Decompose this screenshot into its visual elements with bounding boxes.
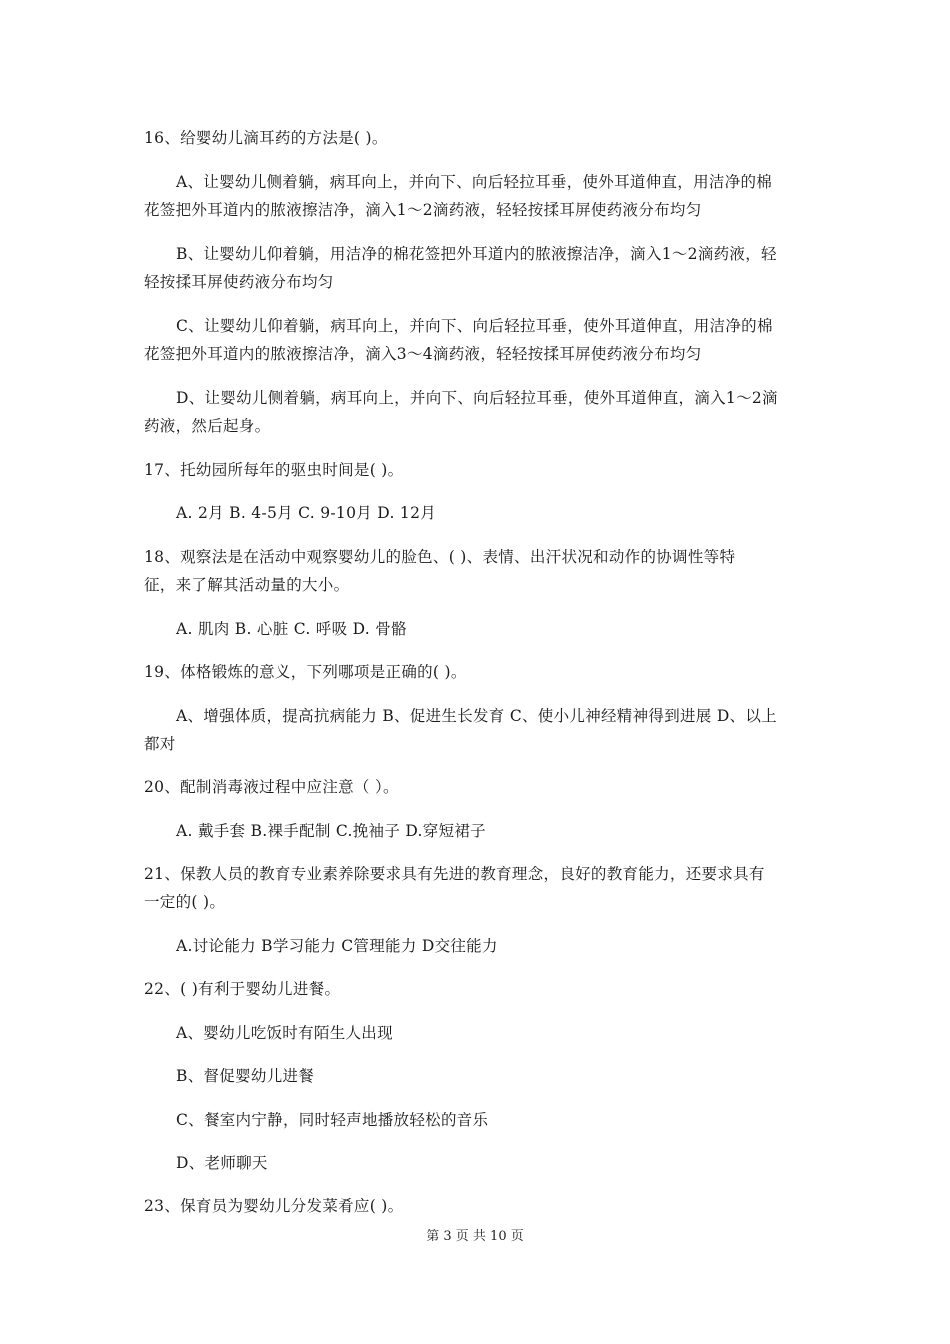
question-21-line1: 21、保教人员的教育专业素养除要求具有先进的教育理念，良好的教育能力，还要求具有: [144, 865, 765, 883]
question-22: 22、( )有利于婴幼儿进餐。: [144, 980, 341, 998]
q16-option-b-line1: B、让婴幼儿仰着躺，用洁净的棉花签把外耳道内的脓液擦洁净，滴入1～2滴药液，轻: [176, 245, 777, 263]
q16-option-d-line2: 药液，然后起身。: [144, 417, 271, 435]
q18-options: A. 肌肉 B. 心脏 C. 呼吸 D. 骨骼: [176, 620, 407, 638]
question-16: 16、给婴幼儿滴耳药的方法是( )。: [144, 129, 388, 147]
question-17: 17、托幼园所每年的驱虫时间是( )。: [144, 461, 404, 479]
q22-option-c: C、餐室内宁静，同时轻声地播放轻松的音乐: [176, 1111, 489, 1129]
question-18-line2: 征，来了解其活动量的大小。: [144, 576, 350, 594]
q16-option-a-line2: 花签把外耳道内的脓液擦洁净，滴入1～2滴药液，轻轻按揉耳屏使药液分布均匀: [144, 201, 702, 219]
q22-option-a: A、婴幼儿吃饭时有陌生人出现: [176, 1024, 393, 1042]
q16-option-a-line1: A、让婴幼儿侧着躺，病耳向上，并向下、向后轻拉耳垂，使外耳道伸直，用洁净的棉: [176, 173, 773, 191]
q19-options-line1: A、增强体质，提高抗病能力 B、促进生长发育 C、使小儿神经精神得到进展 D、以上: [176, 707, 777, 725]
question-20: 20、配制消毒液过程中应注意（ ）。: [144, 778, 399, 796]
question-23: 23、保育员为婴幼儿分发菜肴应( )。: [144, 1197, 404, 1215]
q20-options: A. 戴手套 B.裸手配制 C.挽袖子 D.穿短裙子: [176, 822, 486, 840]
q19-options-line2: 都对: [144, 735, 176, 753]
q17-options: A. 2月 B. 4-5月 C. 9-10月 D. 12月: [176, 504, 437, 522]
q16-option-c-line2: 花签把外耳道内的脓液擦洁净，滴入3～4滴药液，轻轻按揉耳屏使药液分布均匀: [144, 345, 702, 363]
q16-option-b-line2: 轻按揉耳屏使药液分布均匀: [144, 273, 334, 291]
q22-option-b: B、督促婴幼儿进餐: [176, 1067, 315, 1085]
q22-option-d: D、老师聊天: [176, 1154, 268, 1172]
q21-options: A.讨论能力 B学习能力 C管理能力 D交往能力: [176, 937, 498, 955]
question-21-line2: 一定的( )。: [144, 893, 226, 911]
q16-option-c-line1: C、让婴幼儿仰着躺，病耳向上，并向下、向后轻拉耳垂，使外耳道伸直，用洁净的棉: [176, 317, 773, 335]
question-18-line1: 18、观察法是在活动中观察婴幼儿的脸色、( )、表情、出汗状况和动作的协调性等特: [144, 548, 736, 566]
page-footer: 第 3 页 共 10 页: [426, 1229, 524, 1244]
q16-option-d-line1: D、让婴幼儿侧着躺，病耳向上，并向下、向后轻拉耳垂，使外耳道伸直，滴入1～2滴: [176, 389, 778, 407]
question-19: 19、体格锻炼的意义，下列哪项是正确的( )。: [144, 663, 467, 681]
